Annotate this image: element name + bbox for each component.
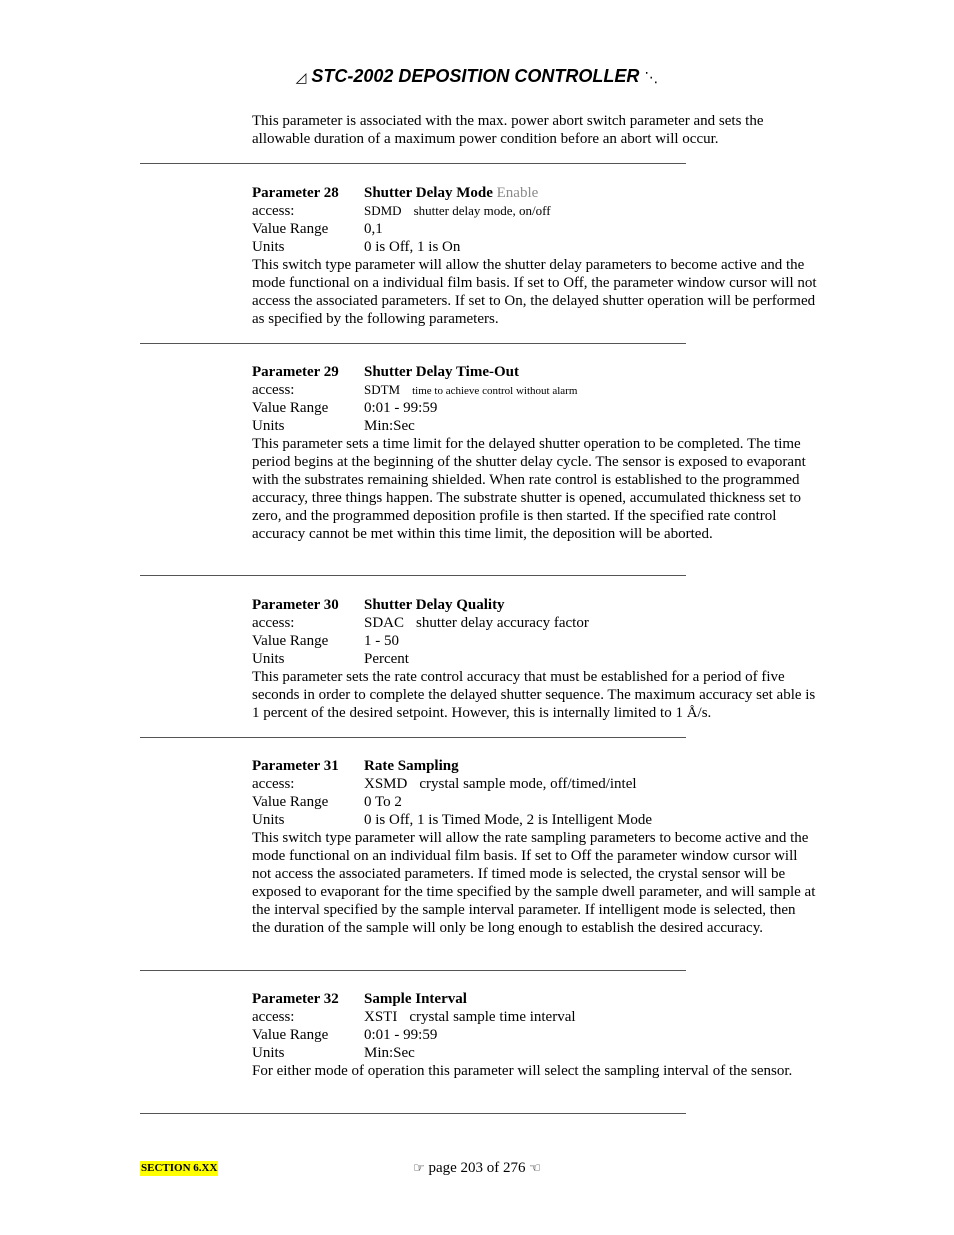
parameter-name: Rate Sampling <box>364 758 459 774</box>
access-code: XSTI <box>364 1009 398 1025</box>
page-footer <box>0 1159 954 1178</box>
value-range: 0:01 - 99:59 <box>364 1027 438 1043</box>
value-range: 0,1 <box>364 221 383 237</box>
access-label: access: <box>252 1009 295 1025</box>
section-divider <box>140 575 686 576</box>
parameter-number: Parameter 28 <box>252 185 339 201</box>
parameter-description: This parameter sets a time limit for the delayed shutter operation to be completed. The time period begins at the beginning of the shutter delay cycle. The sensor is exposed to evaporant with the substrates remaining shielded. When rate control is established to the programmed accuracy, three things happen. The substrate shutter is opened, accumulated thickness set to zero, and the programmed deposition profile is then started. If the specified rate control accuracy cannot be met within this time limit, the deposition will be aborted. <box>252 436 806 542</box>
access-description: crystal sample time interval <box>409 1009 576 1025</box>
value-range: 0 To 2 <box>364 794 402 810</box>
value-range: 0:01 - 99:59 <box>364 400 438 416</box>
section-divider <box>140 163 686 164</box>
value-range-label: Value Range <box>252 794 329 810</box>
units-label: Units <box>252 418 285 434</box>
parameter-number: Parameter 29 <box>252 364 339 380</box>
parameter-28-block <box>252 184 817 328</box>
page-header <box>0 64 954 89</box>
parameter-description: This switch type parameter will allow the shutter delay parameters to become active and the mode functional on a individual film basis. If set to Off, the parameter window cursor will not access the associated parameters. If set to On, the delayed shutter operation will be performed as specified by the following parameters. <box>252 257 817 327</box>
access-description: time to achieve control without alarm <box>412 385 578 397</box>
access-code: SDTM <box>364 382 401 397</box>
access-code: XSMD <box>364 776 408 792</box>
access-label: access: <box>252 382 295 398</box>
units-value: Min:Sec <box>364 1045 415 1061</box>
intro-paragraph: This parameter is associated with the max. power abort switch parameter and sets the allowable duration of a maximum power condition before an abort will occur. <box>252 113 764 147</box>
section-divider <box>140 343 686 344</box>
units-value: Min:Sec <box>364 418 415 434</box>
units-label: Units <box>252 1045 285 1061</box>
access-label: access: <box>252 615 295 631</box>
left-ornament-icon: ◿ <box>295 69 307 85</box>
parameter-description: For either mode of operation this parameter will select the sampling interval of the sensor. <box>252 1063 793 1079</box>
units-label: Units <box>252 239 285 255</box>
section-divider <box>140 737 686 738</box>
parameter-description: This parameter sets the rate control accuracy that must be established for a period of five seconds in order to complete the delayed shutter sequence. The maximum accuracy set able is 1 percent of the desired setpoint. However, this is internally limited to 1 Å/s. <box>252 669 816 721</box>
right-ornament-icon: ⋱ <box>644 69 659 85</box>
section-divider <box>140 1113 686 1114</box>
access-code: SDMD <box>364 203 402 218</box>
parameter-31-block <box>252 757 817 937</box>
access-code: SDAC <box>364 615 405 631</box>
parameter-description: This switch type parameter will allow the rate sampling parameters to become active and the mode functional on an individual film basis. If set to Off the parameter window cursor will not access the associated parameters. If timed mode is selected, the crystal sensor will be exposed to evaporant for the time specified by the sample dwell parameter, and will sample at the interval specified by the sample interval parameter. If intelligent mode is selected, then the duration of the sample will only be long enough to establish the desired accuracy. <box>252 830 816 936</box>
parameter-number: Parameter 31 <box>252 758 339 774</box>
page-number: page 203 of 276 <box>428 1160 526 1176</box>
units-value: 0 is Off, 1 is On <box>364 239 461 255</box>
access-label: access: <box>252 203 295 219</box>
access-description: crystal sample mode, off/timed/intel <box>419 776 637 792</box>
parameter-number: Parameter 32 <box>252 991 339 1007</box>
access-description: shutter delay accuracy factor <box>416 615 589 631</box>
value-range-label: Value Range <box>252 1027 329 1043</box>
units-label: Units <box>252 651 285 667</box>
units-label: Units <box>252 812 285 828</box>
parameter-name: Shutter Delay Time-Out <box>364 364 520 380</box>
units-value: 0 is Off, 1 is Timed Mode, 2 is Intelligent Mode <box>364 812 653 828</box>
parameter-name: Shutter Delay Quality <box>364 597 505 613</box>
value-range-label: Value Range <box>252 633 329 649</box>
value-range: 1 - 50 <box>364 633 399 649</box>
access-description: shutter delay mode, on/off <box>413 203 551 218</box>
document-title: STC-2002 DEPOSITION CONTROLLER <box>311 66 640 86</box>
access-label: access: <box>252 776 295 792</box>
value-range-label: Value Range <box>252 221 329 237</box>
section-badge: SECTION 6.XX <box>141 1162 218 1174</box>
pointing-left-hand-icon: ☜ <box>529 1161 541 1176</box>
pointing-right-hand-icon: ☞ <box>413 1161 425 1176</box>
parameter-extra: Enable <box>496 185 539 201</box>
intro-block <box>252 112 817 148</box>
parameter-number: Parameter 30 <box>252 597 339 613</box>
parameter-name: Sample Interval <box>364 991 467 1007</box>
parameter-name: Shutter Delay Mode <box>364 185 493 201</box>
units-value: Percent <box>364 651 409 667</box>
parameter-32-block <box>252 990 817 1080</box>
parameter-30-block <box>252 596 817 722</box>
section-divider <box>140 970 686 971</box>
parameter-29-block <box>252 363 817 543</box>
value-range-label: Value Range <box>252 400 329 416</box>
